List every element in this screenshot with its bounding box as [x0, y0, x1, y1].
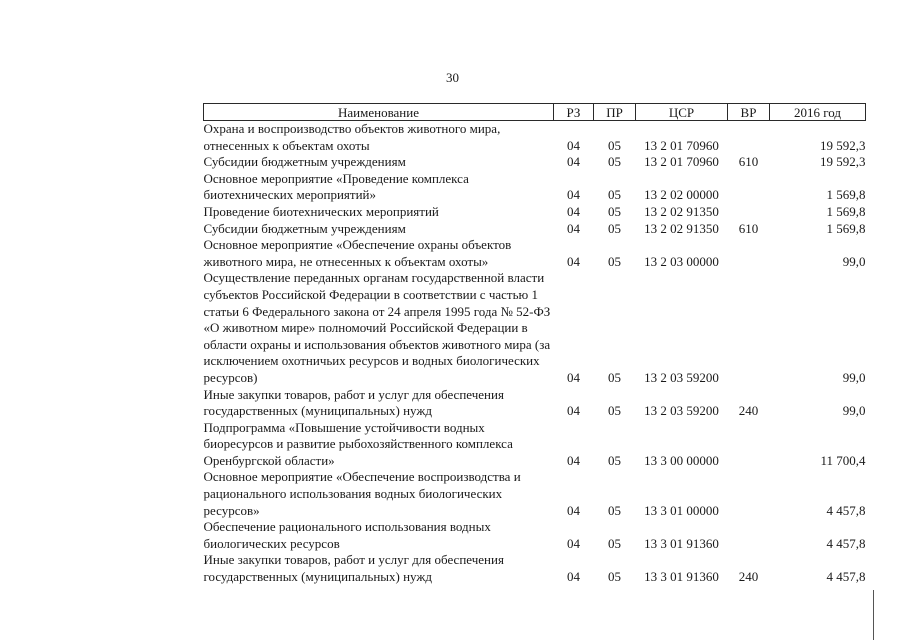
table-row: [204, 237, 866, 270]
row-vr: [728, 270, 770, 386]
row-rz: 04: [567, 187, 580, 203]
row-pr: 05: [608, 502, 621, 518]
row-pr: 05: [608, 137, 621, 153]
row-vr: 240: [738, 569, 759, 585]
row-vr: [728, 420, 770, 470]
row-name-line: Иные закупки товаров, работ и услуг для обеспечения: [203, 386, 504, 402]
table-row: [204, 387, 866, 420]
row-name-line: исключением охотничьих ресурсов и водных биологических: [203, 353, 540, 369]
row-rz: 04: [567, 203, 580, 219]
row-amount: 99,0: [842, 369, 866, 385]
row-name-line: «О животном мире» полномочий Российской Федерации в: [203, 320, 528, 336]
row-name: [204, 121, 554, 155]
row-name-line: Субсидии бюджетным учреждениям: [203, 154, 406, 170]
row-pr: 05: [608, 187, 621, 203]
row-name-line: Иные закупки товаров, работ и услуг для обеспечения: [203, 552, 504, 568]
row-vr: 610: [738, 154, 759, 170]
table-row: [204, 154, 866, 171]
row-name-line: Основное мероприятие «Обеспечение воспроизводства и: [203, 469, 521, 485]
row-pr: 05: [608, 369, 621, 385]
row-name-line: Основное мероприятие «Обеспечение охраны объектов: [203, 237, 512, 253]
header-vr: ВР: [728, 104, 770, 121]
header-name: Наименование: [204, 104, 554, 121]
table-row: [204, 270, 866, 386]
table-body: [204, 121, 866, 586]
row-amount: 99,0: [842, 403, 866, 419]
row-amount: 11 700,4: [820, 452, 866, 468]
row-name-line: государственных (муниципальных) нужд: [203, 403, 432, 419]
row-amount: 1 569,8: [826, 203, 866, 219]
row-rz: 04: [567, 154, 580, 170]
row-name: [204, 519, 554, 552]
table-row: [204, 171, 866, 204]
row-vr: 610: [738, 220, 759, 236]
row-name-line: области охраны и использования объектов животного мира (за: [203, 336, 551, 352]
row-vr: [728, 237, 770, 270]
row-csr: 13 2 02 00000: [644, 187, 719, 203]
row-csr: 13 2 03 59200: [644, 403, 719, 419]
budget-table: [203, 103, 866, 586]
row-rz: 04: [567, 502, 580, 518]
row-amount: 4 457,8: [826, 502, 866, 518]
row-name-line: животного мира, не отнесенных к объектам охоты»: [203, 253, 489, 269]
row-name-line: Субсидии бюджетным учреждениям: [203, 220, 406, 236]
row-name: [204, 387, 554, 420]
row-pr: 05: [608, 569, 621, 585]
table-row: [204, 121, 866, 155]
table-header-row: [204, 104, 866, 121]
row-name-line: статьи 6 Федерального закона от 24 апреля 1995 года № 52-ФЗ: [203, 303, 551, 319]
row-name-line: субъектов Российской Федерации в соответствии с частью 1: [203, 286, 538, 302]
row-rz: 04: [567, 569, 580, 585]
row-name: [204, 171, 554, 204]
row-csr: 13 2 03 00000: [644, 253, 719, 269]
row-name-line: ресурсов): [203, 369, 258, 385]
row-csr: 13 3 01 00000: [644, 502, 719, 518]
row-vr: [728, 171, 770, 204]
row-amount: 1 569,8: [826, 187, 866, 203]
row-rz: 04: [567, 535, 580, 551]
row-rz: 04: [567, 220, 580, 236]
table-row: [204, 469, 866, 519]
row-name: [204, 420, 554, 470]
row-rz: 04: [567, 369, 580, 385]
row-rz: 04: [567, 403, 580, 419]
row-rz: 04: [567, 253, 580, 269]
row-csr: 13 3 00 00000: [644, 452, 719, 468]
row-name-line: Подпрограмма «Повышение устойчивости водных: [203, 419, 485, 435]
row-name: [204, 204, 554, 221]
header-rz: РЗ: [554, 104, 594, 121]
row-amount: 4 457,8: [826, 569, 866, 585]
row-name-line: Охрана и воспроизводство объектов животного мира,: [203, 121, 501, 136]
row-pr: 05: [608, 154, 621, 170]
table-row: [204, 519, 866, 552]
row-name: [204, 552, 554, 585]
row-pr: 05: [608, 203, 621, 219]
page-number: 30: [446, 70, 459, 85]
row-name-line: рационального использования водных биологических: [203, 486, 503, 502]
row-csr: 13 2 02 91350: [644, 203, 719, 219]
row-vr: [728, 121, 770, 155]
row-pr: 05: [608, 220, 621, 236]
row-name-line: отнесенных к объектам охоты: [203, 137, 370, 153]
row-name: [204, 154, 554, 171]
table-row: [204, 420, 866, 470]
row-pr: 05: [608, 535, 621, 551]
row-amount: 1 569,8: [826, 220, 866, 236]
row-vr: [728, 469, 770, 519]
row-name-line: ресурсов»: [203, 502, 260, 518]
row-csr: 13 2 02 91350: [644, 220, 719, 236]
row-csr: 13 3 01 91360: [644, 569, 719, 585]
row-name-line: государственных (муниципальных) нужд: [203, 569, 432, 585]
row-name-line: Основное мероприятие «Проведение комплекса: [203, 170, 469, 186]
row-vr: [728, 204, 770, 221]
row-name: [204, 270, 554, 386]
row-name-line: биологических ресурсов: [203, 535, 340, 551]
row-pr: 05: [608, 403, 621, 419]
row-name: [204, 469, 554, 519]
row-amount: 19 592,3: [820, 137, 866, 153]
row-vr: [728, 519, 770, 552]
header-amount: 2016 год: [770, 104, 866, 121]
row-name-line: Осуществление переданных органам государственной власти: [203, 270, 545, 286]
row-name: [204, 221, 554, 238]
row-csr: 13 2 01 70960: [644, 137, 719, 153]
table-row: [204, 204, 866, 221]
row-name-line: Обеспечение рационального использования водных: [203, 519, 491, 535]
header-pr: ПР: [594, 104, 636, 121]
row-name-line: биотехнических мероприятий»: [203, 187, 377, 203]
row-csr: 13 2 03 59200: [644, 369, 719, 385]
row-name-line: биоресурсов и развитие рыбохозяйственного комплекса: [203, 436, 513, 452]
row-name-line: Оренбургской области»: [203, 452, 335, 468]
header-csr: ЦСР: [636, 104, 728, 121]
row-csr: 13 3 01 91360: [644, 535, 719, 551]
row-pr: 05: [608, 452, 621, 468]
row-csr: 13 2 01 70960: [644, 154, 719, 170]
scan-margin-line: [873, 590, 874, 640]
row-amount: 19 592,3: [820, 154, 866, 170]
table-row: [204, 221, 866, 238]
row-pr: 05: [608, 253, 621, 269]
row-amount: 99,0: [842, 253, 866, 269]
row-name: [204, 237, 554, 270]
table-row: [204, 552, 866, 585]
row-rz: 04: [567, 137, 580, 153]
row-name-line: Проведение биотехнических мероприятий: [203, 203, 439, 219]
row-rz: 04: [567, 452, 580, 468]
row-amount: 4 457,8: [826, 535, 866, 551]
row-vr: 240: [738, 403, 759, 419]
